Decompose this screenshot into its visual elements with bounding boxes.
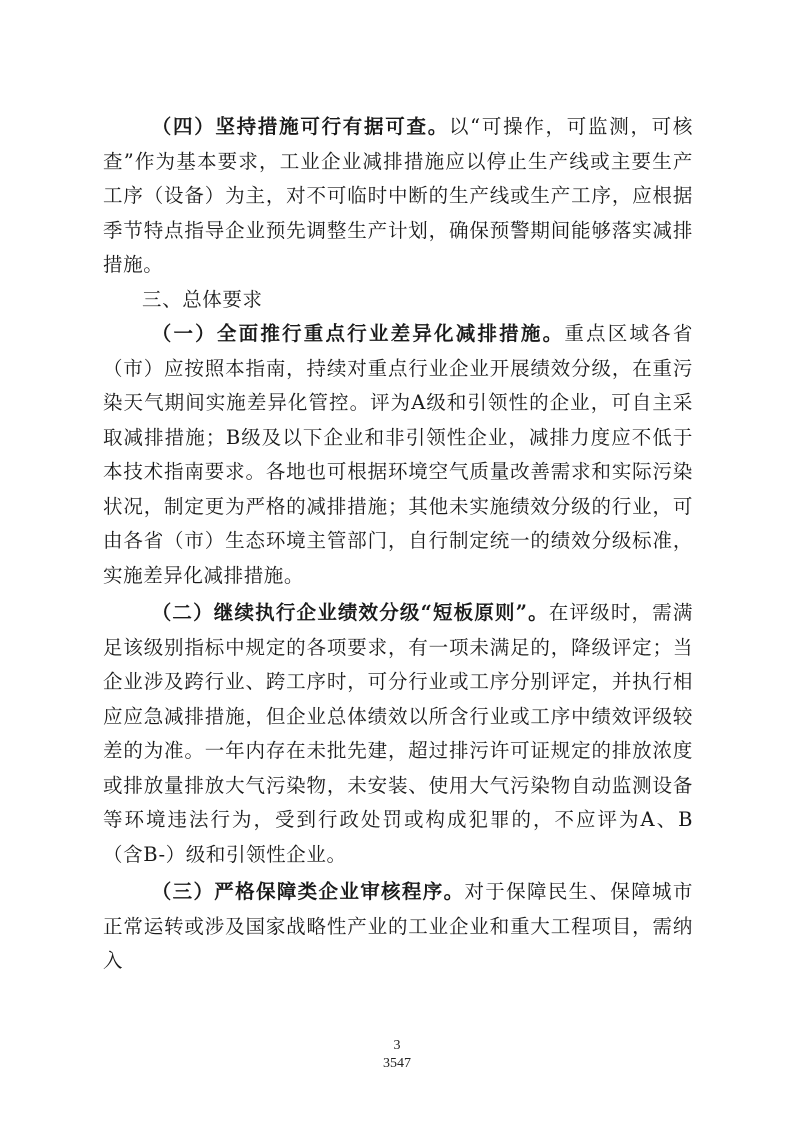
document-body (103, 110, 693, 979)
paragraph-heading: （一）全面推行重点行业差异化减排措施。 (151, 322, 565, 345)
paragraph-requirement-3 (103, 875, 693, 979)
paragraph-heading: （四）坚持措施可行有据可查。 (151, 115, 449, 138)
paragraph-text: 重点区域各省（市）应按照本指南，持续对重点行业企业开展绩效分级，在重污染天气期间实施差异化管控。评为A级和引领性的企业，可自主采取减排措施；B级及以下企业和非引领性企业，减排力度应不低于本技术指南要求。各地也可根据环境空气质量改善需求和实际污染状况，制定更为严格的减排措施；其他未实施绩效分级的行业，可由各省（市）生态环境主管部门，自行制定统一的绩效分级标准，实施差异化减排措施。 (103, 322, 693, 587)
page-number: 3 (393, 1038, 401, 1053)
paragraph-heading: （二）继续执行企业绩效分级“短板原则”。 (151, 601, 549, 624)
section-title: 三、总体要求 (142, 287, 263, 311)
paragraph-text: 在评级时，需满足该级别指标中规定的各项要求，有一项未满足的，降级评定；当企业涉及跨行业、跨工序时，可分行业或工序分别评定，并执行相应应急减排措施，但企业总体绩效以所含行业或工序中绩效评级较差的为准。一年内存在未批先建，超过排污许可证规定的排放浓度或排放量排放大气污染物，未安装、使用大气污染物自动监测设备等环境违法行为，受到行政处罚或构成犯罪的，不应评为A、B（含B-）级和引领性企业。 (103, 601, 693, 866)
paragraph-requirement-1 (103, 317, 693, 593)
paragraph-heading: （三）严格保障类企业审核程序。 (151, 880, 465, 903)
paragraph-principle-4 (103, 110, 693, 283)
section-heading-general-requirements (103, 283, 693, 318)
paragraph-text: 对于保障民生、保障城市正常运转或涉及国家战略性产业的工业企业和重大工程项目，需纳入 (103, 880, 693, 972)
paragraph-requirement-2 (103, 596, 693, 872)
paragraph-text: 以“可操作，可监测，可核查”作为基本要求，工业企业减排措施应以停止生产线或主要生产工序（设备）为主，对不可临时中断的生产线或生产工序，应根据季节特点指导企业预先调整生产计划，确保预警期间能够落实减排措施。 (103, 115, 694, 276)
sequence-number: 3547 (383, 1056, 411, 1071)
